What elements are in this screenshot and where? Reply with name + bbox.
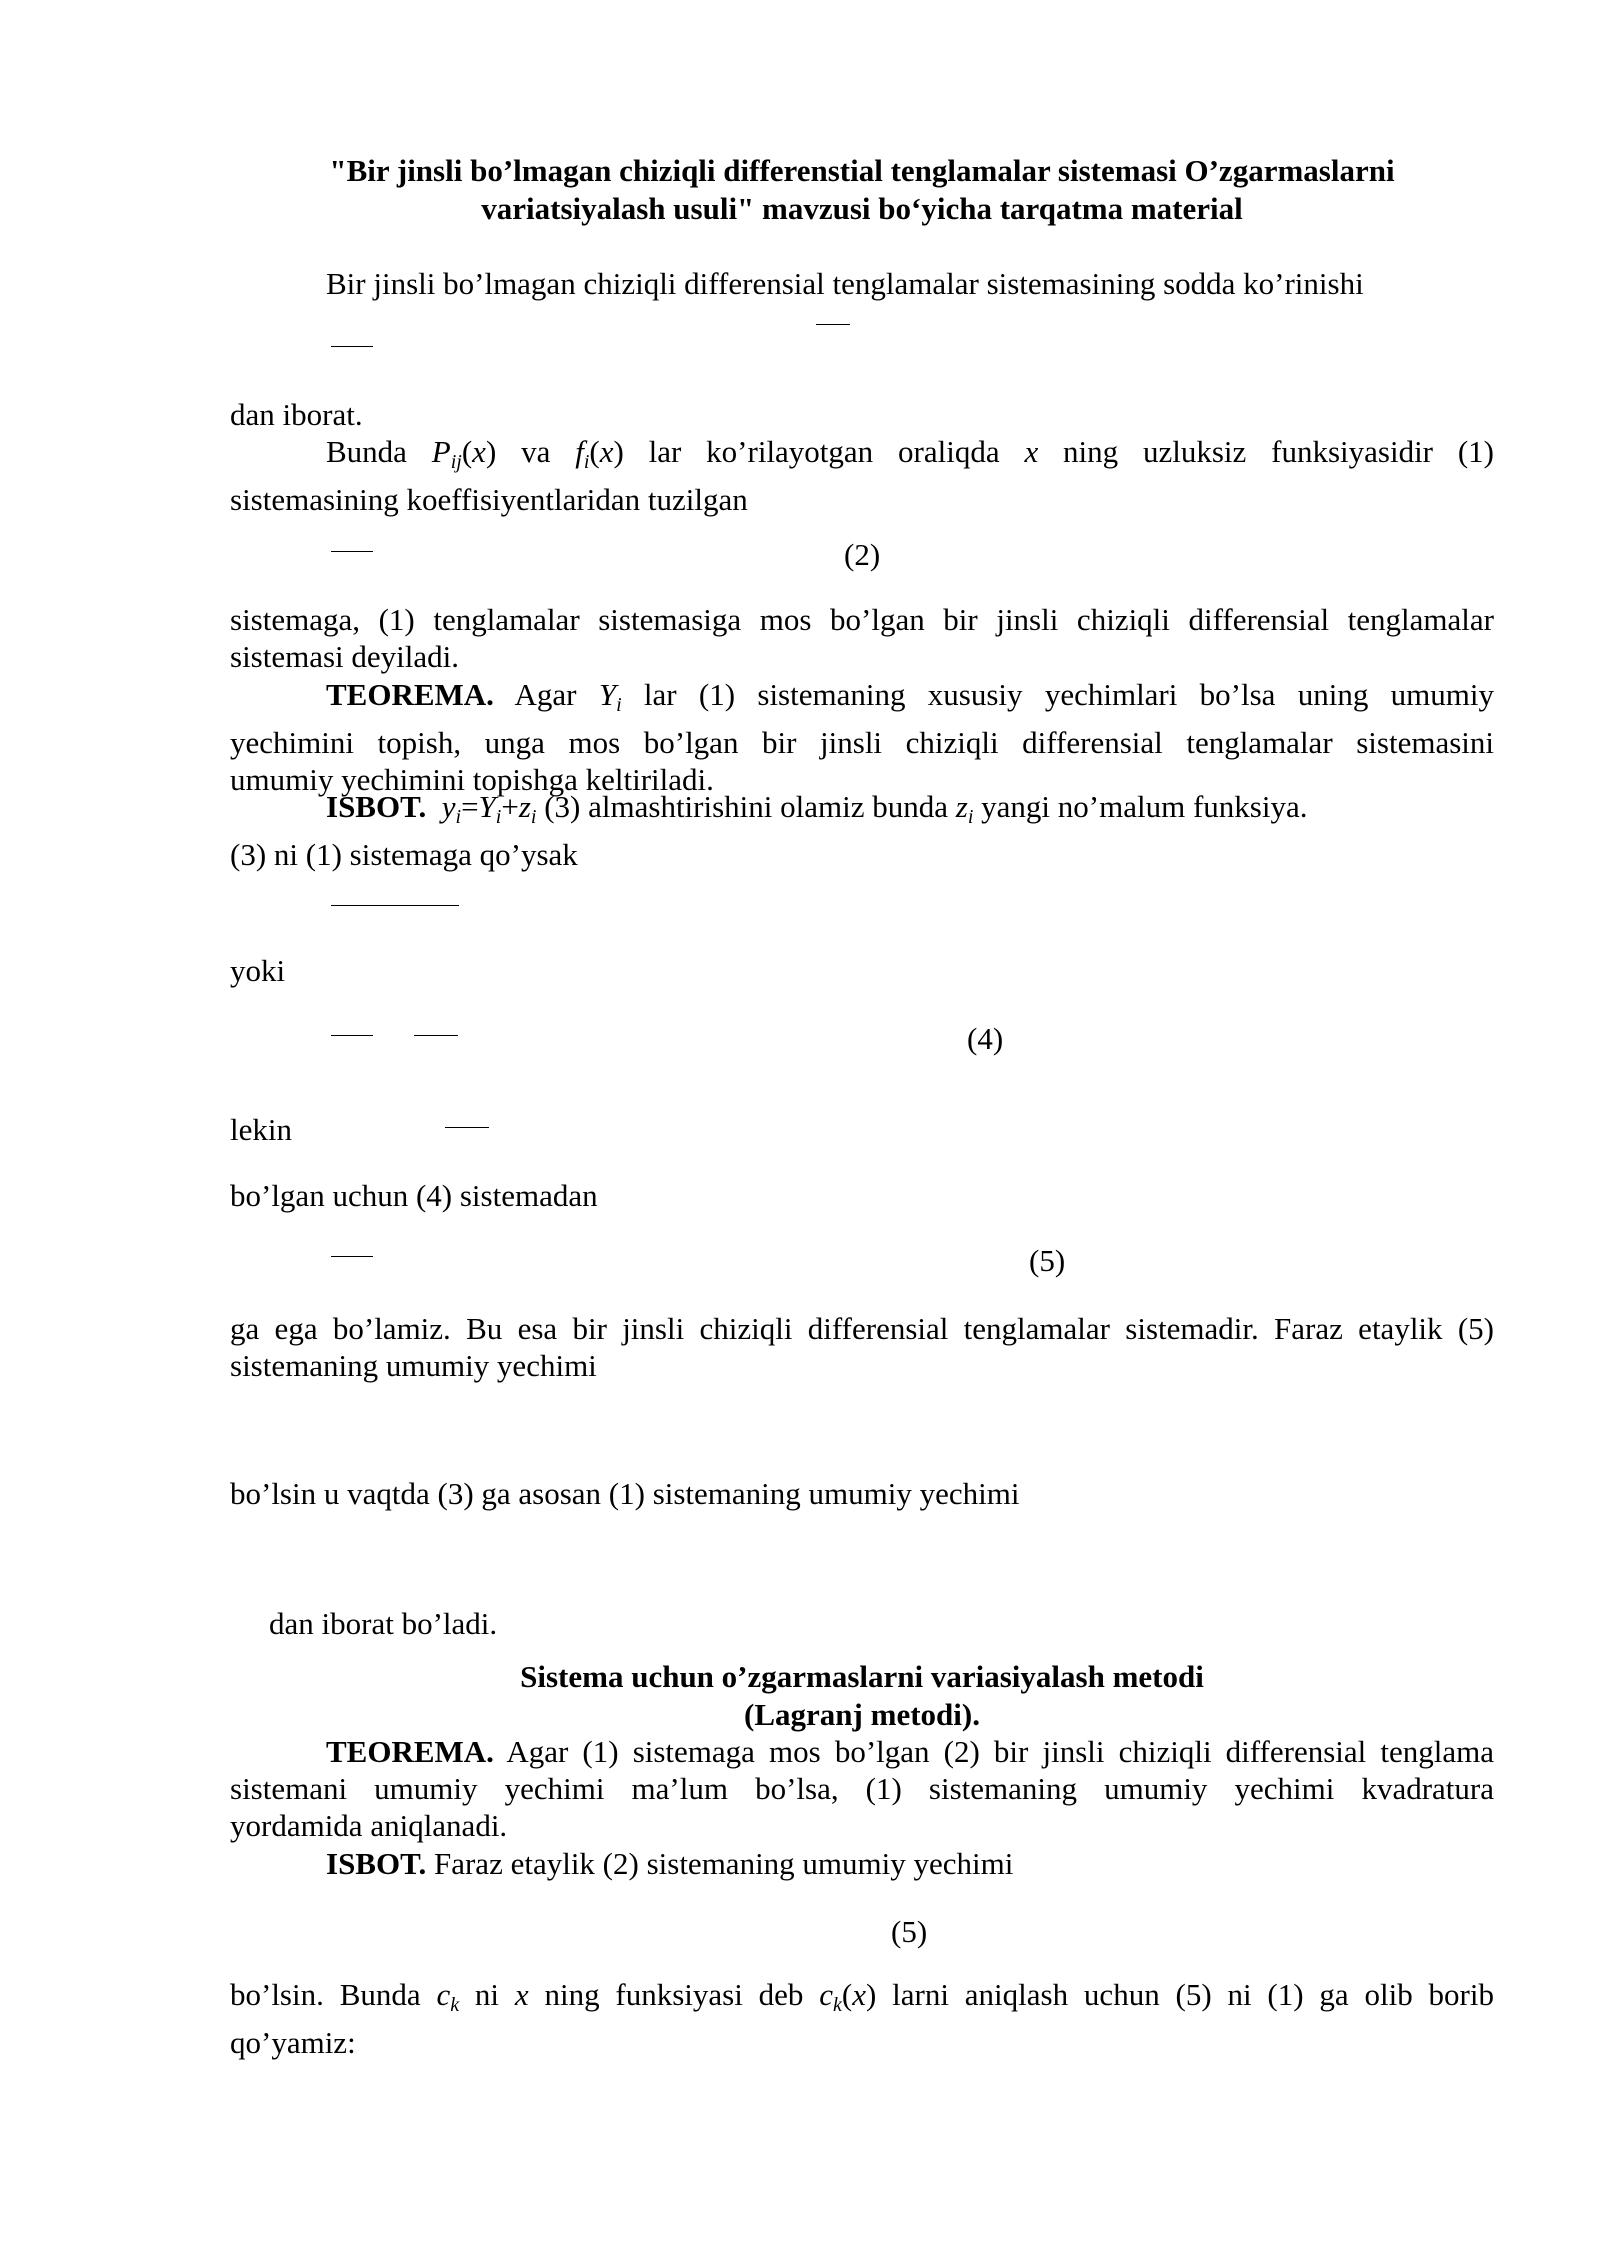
equation-number-2: (2) — [844, 537, 881, 572]
formula-fraction-bar — [331, 346, 373, 347]
formula-fraction-bar — [331, 1256, 373, 1257]
formula-fraction-bar — [331, 905, 459, 906]
section-heading — [230, 1658, 1494, 1734]
title-line-2: variatsiyalash usuli" mavzusi bo‘yicha tarqatma material — [481, 191, 1243, 226]
proof-2: ISBOT. Faraz etaylik (2) sistemaning umumiy yechimi — [326, 1846, 1014, 1881]
formula-fraction-bar — [816, 324, 850, 325]
section-heading-line-2: (Lagranj metodi). — [744, 1697, 980, 1732]
homogeneous-system-paragraph: sistemaga, (1) tenglamalar sistemasiga mos bo’lgan bir jinsli chiziqli differensial tenglamalar sistemasi deyiladi. — [230, 602, 1494, 674]
dan-iborat-text: dan iborat. — [230, 397, 363, 432]
general-solution-text: bo’lsin u vaqtda (3) ga asosan (1) sistemaning umumiy yechimi — [230, 1476, 1020, 1511]
formula-fraction-bar — [331, 1035, 373, 1036]
formula-fraction-bar — [414, 1035, 458, 1036]
intro-paragraph: Bir jinsli bo’lmagan chiziqli differensial tenglamalar sistemasining sodda ko’rinishi — [326, 266, 1364, 301]
formula-fraction-bar — [331, 551, 373, 552]
title-line-1: "Bir jinsli bo’lmagan chiziqli differenstial tenglamalar sistemasi O’zgarmaslarni — [329, 153, 1395, 188]
section-heading-line-1: Sistema uchun o’zgarmaslarni variasiyalash metodi — [520, 1659, 1204, 1694]
bolgan-uchun-text: bo’lgan uchun (4) sistemadan — [230, 1178, 598, 1213]
coefficients-paragraph: Bunda $P_{ij}(x)$ va $f_i(x)$ lar ko’rilayotgan oraliqda x ning uzluksiz funksiyasidir (1) sistemasining koeffisiyentlaridan tuzilgan — [230, 434, 1494, 517]
equation-number-5: (5) — [1029, 1243, 1066, 1278]
document-title — [230, 152, 1494, 228]
final-paragraph: bo’lsin. Bunda $c_k$ ni x ning funksiyasi deb $c_k(x)$ larni aniqlash uchun (5) ni (1) ga olib borib qo’yamiz: — [230, 1977, 1494, 2060]
proof-1: ISBOT. $y_i=Y_i+z_i$ (3) almashtirishini olamiz bunda $z_i$ yangi no’malum funksiya. (3) ni (1) sistemaga qo’ysak — [230, 789, 1308, 872]
equation-number-5b: (5) — [891, 1914, 928, 1949]
yoki-text: yoki — [230, 953, 286, 988]
general-solution-paragraph: ga ega bo’lamiz. Bu esa bir jinsli chiziqli differensial tenglamalar sistemadir. Faraz etaylik (5) sistemaning umumiy yechimi — [230, 1311, 1494, 1383]
lekin-text: lekin — [230, 1112, 292, 1147]
theorem-2: TEOREMA. Agar (1) sistemaga mos bo’lgan (2) bir jinsli chiziqli differensial tenglama sistemani umumiy yechimi ma’lum bo’lsa, (1) sistemaning umumiy yechimi kvadratura yordamida aniqlanadi. — [230, 1734, 1494, 1843]
theorem-1: TEOREMA. Agar $Y_i$ lar (1) sistemaning xususiy yechimlari bo’lsa uning umumiy yechimini topish, unga mos bo’lgan bir jinsli chiziqli differensial tenglamalar sistemasini umumiy yechimini topishga keltiriladi. — [230, 677, 1494, 797]
formula-fraction-bar — [445, 1127, 489, 1128]
equation-number-4: (4) — [967, 1021, 1004, 1056]
dan-iborat-boladi-text: dan iborat bo’ladi. — [269, 1606, 498, 1641]
